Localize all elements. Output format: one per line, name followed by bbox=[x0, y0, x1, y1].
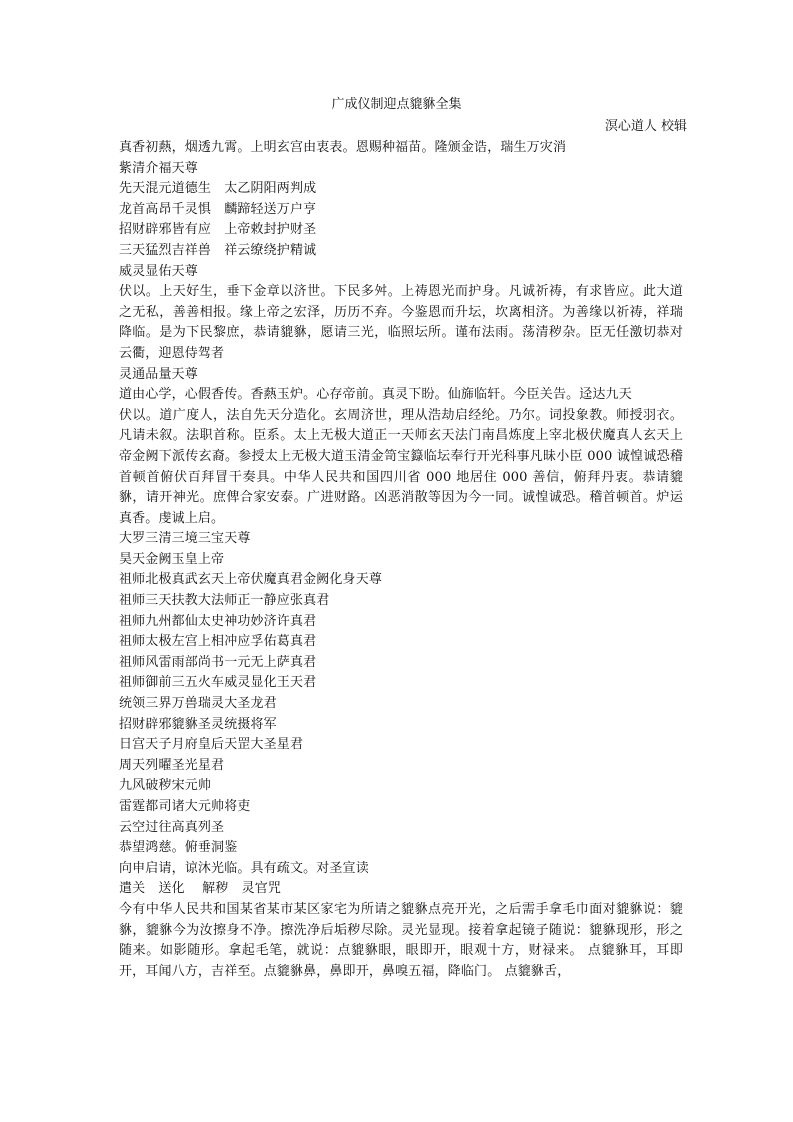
document-body bbox=[119, 138, 683, 982]
text-line: 紫清介福天尊 bbox=[119, 160, 198, 176]
text-line: 统领三界万兽瑞灵大圣龙君 bbox=[119, 696, 277, 712]
text-line: 祖师御前三五火车威灵显化王天君 bbox=[119, 675, 317, 691]
text-line: 雷霆都司诸大元帅将吏 bbox=[119, 799, 251, 814]
text-line: 遣关 送化 解秽 灵官咒 bbox=[119, 881, 282, 897]
text-line: 大罗三清三境三宝天尊 bbox=[119, 531, 251, 547]
text-line: 招财辟邪貔貅圣灵统摄将军 bbox=[119, 716, 277, 732]
text-line: 祖师九州都仙太史神功妙济许真君 bbox=[119, 613, 317, 629]
document-editor: 溟心道人 校辑 bbox=[604, 119, 687, 134]
text-line: 祖师风雷雨部尚书一元无上萨真君 bbox=[119, 654, 317, 670]
paragraph: 今有中华人民共和国某省某市某区家宅为所请之貔貅点亮开光，之后需手拿毛巾面对貔貅说：貔貅，貔貅今为汝擦身不净。擦洗净后垢秽尽除。灵光显现。接着拿起镜子随说：貔貅现形，形之随来。如影随形。拿起毛笔，就说：点貔貅眼，眼即开，眼观十方，财禄来。 点貔貅耳，耳即开，耳闻八方，吉祥至。点貔貅鼻，鼻即开，鼻嗅五福，降临门。 点貔貅舌， bbox=[119, 901, 683, 979]
text-line: 龙首高昂千灵惧 麟蹄轻送万户亨 bbox=[119, 201, 317, 217]
document-title: 广成仪制迎点貔貅全集 bbox=[331, 97, 462, 112]
text-line: 昊天金阙玉皇上帝 bbox=[119, 551, 225, 567]
text-line: 威灵显佑天尊 bbox=[119, 263, 198, 279]
text-line: 祖师北极真武玄天上帝伏魔真君金阙化身天尊 bbox=[119, 572, 383, 588]
text-line: 向申启请，谅沐光临。具有疏文。对圣宣读 bbox=[119, 860, 369, 876]
text-line: 云空过往高真列圣 bbox=[119, 819, 225, 835]
text-line: 招财辟邪皆有应 上帝敕封护财圣 bbox=[119, 222, 317, 238]
text-line: 九风破秽宋元帅 bbox=[119, 778, 212, 794]
text-line: 三天猛烈吉祥兽 祥云缭绕护精诚 bbox=[119, 242, 317, 258]
paragraph: 伏以。道广度人，法自先天分造化。玄周济世，理从浩劫启经纶。乃尔。词投象教。师授羽衣。凡请未叙。法职首称。臣系。太上无极大道正一天师玄天法门南昌炼度上宰北极伏魔真人玄天上帝金阙下派传玄裔。参授太上无极大道玉清金笥宝籙临坛奉行开光科事凡昧小臣 000 诚惶诚恐稽首顿首俯伏百拜冒干奏具。中华人民共和国四川省 000 地居住 000 善信，俯拜丹衷。恭请貔貅，请开神光。庶俾合家安泰。广进财路。凶恶消散等因为今一同。诚惶诚恐。稽首顿首。炉运真香。虔诚上启。 bbox=[119, 407, 683, 526]
text-line: 恭望鸿慈。俯垂洞鉴 bbox=[119, 840, 238, 856]
paragraph: 伏以。上天好生，垂下金章以济世。下民多舛。上祷恩光而护身。凡诚祈祷，有求皆应。此大道之无私，善善相报。缘上帝之宏泽，历历不弃。今鉴恩而升坛，坎离相济。为善缘以祈祷，祥瑞降临。是为下民黎庶，恭请貔貅，愿请三光，临照坛所。谨布法雨。荡清秽杂。臣无任激切恭对云衢，迎恩侍驾者 bbox=[119, 284, 683, 361]
text-line: 祖师三天扶教大法师正一静应张真君 bbox=[119, 593, 330, 609]
text-line: 灵通品量天尊 bbox=[119, 366, 198, 382]
text-line: 真香初爇，烟透九霄。上明玄宫由衷表。恩赐种福苗。隆颁金诰，瑞生万灾消 bbox=[119, 140, 567, 155]
text-line: 祖师太极左宫上相冲应孚佑葛真君 bbox=[119, 634, 317, 650]
paragraph: 道由心学，心假香传。香爇玉炉。心存帝前。真灵下盼。仙旆临轩。今臣关告。迳达九天 bbox=[119, 387, 632, 403]
text-line: 周天列曜圣光星君 bbox=[119, 757, 225, 773]
text-line: 日宫天子月府皇后天罡大圣星君 bbox=[119, 737, 304, 753]
text-line: 先天混元道德生 太乙阴阳两判成 bbox=[119, 181, 317, 197]
